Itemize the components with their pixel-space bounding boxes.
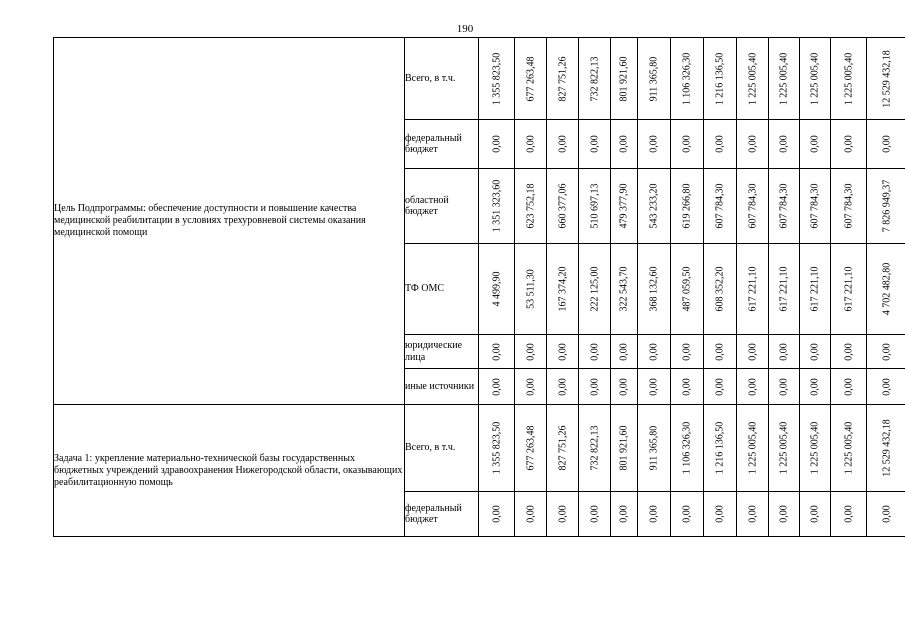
amount-value: 0,00 bbox=[881, 377, 892, 396]
amount-cell bbox=[831, 244, 867, 335]
amount-cell bbox=[737, 405, 769, 492]
total-cell bbox=[867, 369, 905, 405]
total-cell bbox=[867, 405, 905, 492]
amount-value: 1 225 005,40 bbox=[809, 421, 821, 475]
amount-cell bbox=[671, 169, 704, 244]
amount-cell bbox=[704, 244, 737, 335]
amount-value: 0,00 bbox=[618, 505, 630, 523]
amount-cell bbox=[800, 335, 831, 369]
amount-cell bbox=[547, 492, 579, 537]
amount-cell bbox=[611, 38, 638, 120]
total-cell bbox=[867, 38, 905, 120]
amount-value: 0,00 bbox=[525, 135, 536, 153]
amount-cell bbox=[479, 369, 515, 405]
amount-cell bbox=[638, 169, 671, 244]
amount-cell bbox=[769, 405, 800, 492]
amount-value: 1 106 326,30 bbox=[681, 421, 693, 475]
amount-value: 0,00 bbox=[714, 342, 726, 361]
amount-cell bbox=[479, 492, 515, 537]
amount-value: 0,00 bbox=[681, 135, 693, 153]
amount-cell bbox=[769, 120, 800, 169]
amount-value: 510 697,13 bbox=[589, 183, 600, 229]
amount-value: 0,00 bbox=[778, 377, 790, 396]
amount-value: 911 365,80 bbox=[648, 56, 660, 101]
amount-value: 0,00 bbox=[747, 505, 758, 523]
funding-source-label: Всего, в т.ч. bbox=[405, 38, 479, 120]
amount-cell bbox=[769, 335, 800, 369]
amount-cell bbox=[737, 120, 769, 169]
amount-value: 0,00 bbox=[881, 342, 892, 361]
amount-value: 660 377,06 bbox=[557, 183, 568, 229]
amount-value: 617 221,10 bbox=[778, 266, 790, 312]
amount-cell bbox=[671, 244, 704, 335]
amount-cell bbox=[515, 369, 547, 405]
amount-value: 607 784,30 bbox=[747, 183, 758, 229]
amount-cell bbox=[579, 369, 611, 405]
amount-cell bbox=[638, 38, 671, 120]
total-cell bbox=[867, 120, 905, 169]
amount-value: 1 225 005,40 bbox=[778, 52, 790, 105]
amount-value: 543 233,20 bbox=[648, 183, 660, 229]
amount-value: 0,00 bbox=[809, 342, 821, 361]
total-cell bbox=[867, 492, 905, 537]
amount-cell bbox=[611, 169, 638, 244]
funding-source-label: иные источники bbox=[405, 369, 479, 405]
amount-value: 322 543,70 bbox=[618, 266, 630, 312]
amount-value: 1 351 323,60 bbox=[491, 179, 502, 233]
amount-value: 0,00 bbox=[681, 377, 693, 396]
amount-cell bbox=[479, 120, 515, 169]
amount-cell bbox=[831, 369, 867, 405]
amount-value: 0,00 bbox=[648, 342, 660, 361]
amount-value: 1 225 005,40 bbox=[747, 52, 758, 105]
amount-cell bbox=[515, 38, 547, 120]
amount-cell bbox=[704, 38, 737, 120]
amount-cell bbox=[611, 405, 638, 492]
amount-value: 0,00 bbox=[681, 505, 693, 523]
amount-cell bbox=[737, 369, 769, 405]
total-cell bbox=[867, 169, 905, 244]
total-cell bbox=[867, 335, 905, 369]
amount-cell bbox=[671, 405, 704, 492]
amount-cell bbox=[704, 369, 737, 405]
amount-value: 222 125,00 bbox=[589, 266, 600, 312]
funding-source-label: областной бюджет bbox=[405, 169, 479, 244]
amount-value: 167 374,20 bbox=[557, 266, 568, 312]
amount-value: 0,00 bbox=[525, 342, 536, 361]
amount-cell bbox=[737, 169, 769, 244]
amount-value: 0,00 bbox=[648, 135, 660, 153]
amount-value: 677 263,48 bbox=[525, 56, 536, 101]
amount-value: 0,00 bbox=[557, 505, 568, 523]
amount-cell bbox=[737, 492, 769, 537]
amount-value: 0,00 bbox=[747, 135, 758, 153]
amount-cell bbox=[831, 38, 867, 120]
amount-cell bbox=[671, 492, 704, 537]
amount-value: 827 751,26 bbox=[557, 425, 568, 471]
amount-cell bbox=[800, 492, 831, 537]
amount-value: 0,00 bbox=[589, 342, 600, 361]
amount-cell bbox=[769, 169, 800, 244]
budget-table-body bbox=[54, 38, 905, 537]
funding-source-label: юридические лица bbox=[405, 335, 479, 369]
amount-value: 0,00 bbox=[747, 342, 758, 361]
amount-value: 623 752,18 bbox=[525, 183, 536, 229]
amount-value: 617 221,10 bbox=[747, 266, 758, 312]
amount-cell bbox=[579, 405, 611, 492]
amount-value: 0,00 bbox=[589, 505, 600, 523]
amount-cell bbox=[611, 244, 638, 335]
amount-cell bbox=[638, 492, 671, 537]
amount-cell bbox=[737, 38, 769, 120]
row-group-description: Задача 1: укрепление материально-технической базы государственных бюджетных учреждений здравоохранения Нижегородской области, оказывающих реабилитационную помощь bbox=[54, 405, 405, 537]
amount-value: 0,00 bbox=[491, 342, 502, 361]
amount-value: 608 352,20 bbox=[714, 266, 726, 312]
amount-cell bbox=[547, 120, 579, 169]
amount-value: 0,00 bbox=[881, 505, 892, 523]
amount-value: 801 921,60 bbox=[618, 56, 630, 101]
amount-value: 0,00 bbox=[714, 505, 726, 523]
page-number: 190 bbox=[456, 23, 474, 35]
amount-cell bbox=[800, 405, 831, 492]
amount-value: 1 216 136,50 bbox=[714, 52, 726, 105]
amount-value: 0,00 bbox=[843, 342, 854, 361]
amount-cell bbox=[638, 335, 671, 369]
budget-table bbox=[53, 37, 905, 537]
amount-value: 0,00 bbox=[491, 377, 502, 396]
amount-cell bbox=[515, 169, 547, 244]
amount-cell bbox=[800, 244, 831, 335]
row-group-description: Цель Подпрограммы: обеспечение доступности и повышение качества медицинской реабилитации в условиях трехуровневой системы оказания медицинской помощи bbox=[54, 38, 405, 405]
amount-value: 0,00 bbox=[778, 342, 790, 361]
amount-cell bbox=[769, 244, 800, 335]
amount-cell bbox=[704, 335, 737, 369]
amount-value: 0,00 bbox=[681, 342, 693, 361]
amount-value: 0,00 bbox=[809, 135, 821, 153]
amount-value: 4 702 482,80 bbox=[881, 262, 892, 316]
amount-value: 53 511,30 bbox=[525, 269, 536, 309]
amount-cell bbox=[831, 169, 867, 244]
amount-cell bbox=[638, 120, 671, 169]
amount-value: 0,00 bbox=[714, 377, 726, 396]
total-cell bbox=[867, 244, 905, 335]
amount-value: 827 751,26 bbox=[557, 56, 568, 101]
amount-value: 0,00 bbox=[843, 135, 854, 153]
amount-value: 0,00 bbox=[525, 377, 536, 396]
amount-value: 0,00 bbox=[714, 135, 726, 153]
amount-value: 0,00 bbox=[809, 505, 821, 523]
amount-value: 1 106 326,30 bbox=[681, 52, 693, 105]
amount-value: 1 225 005,40 bbox=[747, 421, 758, 475]
amount-value: 4 499,90 bbox=[491, 271, 502, 307]
amount-cell bbox=[515, 335, 547, 369]
amount-value: 12 529 432,18 bbox=[881, 419, 892, 477]
amount-cell bbox=[769, 369, 800, 405]
amount-value: 0,00 bbox=[747, 377, 758, 396]
amount-value: 801 921,60 bbox=[618, 425, 630, 471]
amount-value: 607 784,30 bbox=[809, 183, 821, 229]
amount-value: 0,00 bbox=[778, 505, 790, 523]
amount-cell bbox=[671, 335, 704, 369]
amount-cell bbox=[638, 244, 671, 335]
amount-cell bbox=[611, 492, 638, 537]
amount-value: 732 822,13 bbox=[589, 56, 600, 101]
amount-cell bbox=[479, 244, 515, 335]
amount-cell bbox=[479, 405, 515, 492]
amount-cell bbox=[547, 244, 579, 335]
amount-cell bbox=[704, 405, 737, 492]
amount-cell bbox=[579, 492, 611, 537]
amount-value: 607 784,30 bbox=[778, 183, 790, 229]
amount-cell bbox=[638, 369, 671, 405]
funding-source-label: федеральный бюджет bbox=[405, 120, 479, 169]
amount-value: 619 266,80 bbox=[681, 183, 693, 229]
amount-value: 368 132,60 bbox=[648, 266, 660, 312]
table-row bbox=[54, 38, 905, 120]
amount-cell bbox=[671, 38, 704, 120]
funding-source-label: Всего, в т.ч. bbox=[405, 405, 479, 492]
amount-cell bbox=[515, 120, 547, 169]
table-row bbox=[54, 405, 905, 492]
amount-cell bbox=[611, 335, 638, 369]
amount-value: 617 221,10 bbox=[843, 266, 854, 312]
amount-cell bbox=[800, 120, 831, 169]
amount-cell bbox=[579, 38, 611, 120]
amount-cell bbox=[479, 38, 515, 120]
amount-cell bbox=[831, 492, 867, 537]
amount-value: 607 784,30 bbox=[714, 183, 726, 229]
amount-cell bbox=[800, 38, 831, 120]
amount-cell bbox=[547, 369, 579, 405]
amount-cell bbox=[547, 405, 579, 492]
amount-cell bbox=[611, 120, 638, 169]
amount-value: 0,00 bbox=[589, 135, 600, 153]
amount-cell bbox=[704, 120, 737, 169]
amount-value: 0,00 bbox=[557, 135, 568, 153]
amount-cell bbox=[671, 120, 704, 169]
amount-cell bbox=[800, 369, 831, 405]
amount-cell bbox=[579, 244, 611, 335]
amount-value: 1 355 823,50 bbox=[491, 52, 502, 105]
amount-cell bbox=[515, 244, 547, 335]
amount-cell bbox=[479, 169, 515, 244]
amount-value: 732 822,13 bbox=[589, 425, 600, 471]
amount-cell bbox=[737, 335, 769, 369]
amount-value: 1 225 005,40 bbox=[843, 52, 854, 105]
amount-value: 12 529 432,18 bbox=[881, 49, 892, 108]
amount-value: 0,00 bbox=[618, 342, 630, 361]
amount-cell bbox=[579, 169, 611, 244]
amount-value: 0,00 bbox=[809, 377, 821, 396]
amount-value: 1 225 005,40 bbox=[778, 421, 790, 475]
amount-value: 617 221,10 bbox=[809, 266, 821, 312]
amount-value: 0,00 bbox=[778, 135, 790, 153]
amount-value: 0,00 bbox=[491, 505, 502, 523]
amount-value: 0,00 bbox=[843, 377, 854, 396]
funding-source-label: федеральный бюджет bbox=[405, 492, 479, 537]
amount-cell bbox=[704, 169, 737, 244]
amount-cell bbox=[547, 335, 579, 369]
amount-value: 0,00 bbox=[648, 505, 660, 523]
amount-cell bbox=[547, 38, 579, 120]
amount-value: 911 365,80 bbox=[648, 425, 660, 471]
amount-cell bbox=[547, 169, 579, 244]
amount-value: 607 784,30 bbox=[843, 183, 854, 229]
amount-value: 1 355 823,50 bbox=[491, 421, 502, 475]
amount-value: 0,00 bbox=[525, 505, 536, 523]
amount-cell bbox=[515, 405, 547, 492]
amount-value: 0,00 bbox=[648, 377, 660, 396]
amount-cell bbox=[831, 120, 867, 169]
amount-value: 0,00 bbox=[557, 342, 568, 361]
amount-cell bbox=[479, 335, 515, 369]
amount-value: 0,00 bbox=[491, 135, 502, 153]
amount-cell bbox=[704, 492, 737, 537]
amount-cell bbox=[737, 244, 769, 335]
amount-cell bbox=[831, 405, 867, 492]
amount-cell bbox=[638, 405, 671, 492]
amount-cell bbox=[769, 38, 800, 120]
amount-value: 0,00 bbox=[843, 505, 854, 523]
amount-value: 0,00 bbox=[589, 377, 600, 396]
amount-cell bbox=[831, 335, 867, 369]
amount-value: 7 826 949,37 bbox=[881, 179, 892, 233]
amount-cell bbox=[515, 492, 547, 537]
amount-value: 487 059,50 bbox=[681, 266, 693, 312]
amount-value: 677 263,48 bbox=[525, 425, 536, 471]
amount-value: 0,00 bbox=[557, 377, 568, 396]
amount-value: 0,00 bbox=[618, 135, 630, 153]
amount-value: 0,00 bbox=[881, 135, 892, 153]
funding-source-label: ТФ ОМС bbox=[405, 244, 479, 335]
amount-cell bbox=[579, 120, 611, 169]
amount-value: 1 225 005,40 bbox=[843, 421, 854, 475]
amount-value: 1 216 136,50 bbox=[714, 421, 726, 475]
amount-cell bbox=[671, 369, 704, 405]
amount-cell bbox=[579, 335, 611, 369]
amount-value: 0,00 bbox=[618, 377, 630, 396]
amount-cell bbox=[800, 169, 831, 244]
amount-value: 479 377,90 bbox=[618, 183, 630, 229]
amount-cell bbox=[769, 492, 800, 537]
amount-cell bbox=[611, 369, 638, 405]
amount-value: 1 225 005,40 bbox=[809, 52, 821, 105]
